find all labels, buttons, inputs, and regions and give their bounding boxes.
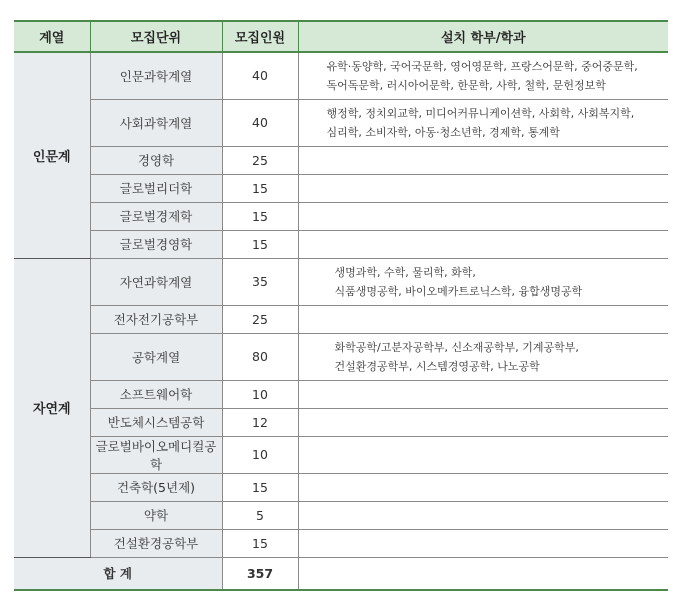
- count-cell: 15: [222, 529, 298, 557]
- table-row: [14, 258, 668, 305]
- dept-line: 식품생명공학, 바이오메카트로닉스학, 융합생명공학: [334, 284, 583, 298]
- table-row: [14, 305, 668, 333]
- dept-cell: [298, 230, 668, 258]
- count-cell: 12: [222, 408, 298, 436]
- count-cell: 40: [222, 99, 298, 146]
- table-row: [14, 333, 668, 380]
- count-cell: 40: [222, 52, 298, 99]
- dept-line: 독어독문학, 러시아어문학, 한문학, 사학, 철학, 문헌정보학: [326, 78, 606, 92]
- dept-line: 화학공학/고분자공학부, 신소재공학부, 기계공학부,: [334, 340, 579, 354]
- count-cell: 5: [222, 501, 298, 529]
- count-cell: 25: [222, 305, 298, 333]
- unit-cell: 전자전기공학부: [90, 305, 222, 333]
- total-dept-cell: [298, 557, 668, 590]
- table-row: [14, 202, 668, 230]
- dept-line: 심리학, 소비자학, 아동·청소년학, 경제학, 통계학: [326, 125, 560, 139]
- dept-cell: [298, 305, 668, 333]
- dept-cell: [298, 174, 668, 202]
- dept-cell: [298, 529, 668, 557]
- table-row: [14, 473, 668, 501]
- count-cell: 15: [222, 174, 298, 202]
- dept-cell: [298, 258, 668, 305]
- unit-cell: 약학: [90, 501, 222, 529]
- unit-cell: 경영학: [90, 146, 222, 174]
- unit-cell: 글로벌경영학: [90, 230, 222, 258]
- dept-cell: [298, 408, 668, 436]
- count-cell: 15: [222, 230, 298, 258]
- count-cell: 80: [222, 333, 298, 380]
- group-label-natural: 자연계: [14, 258, 90, 557]
- header-unit: 모집단위: [90, 21, 222, 52]
- table-row: [14, 52, 668, 99]
- count-cell: 10: [222, 436, 298, 473]
- dept-cell: [298, 52, 668, 99]
- unit-cell: 공학계열: [90, 333, 222, 380]
- count-cell: 10: [222, 380, 298, 408]
- total-label: 합 계: [14, 557, 222, 590]
- table-row: [14, 501, 668, 529]
- table-row: [14, 230, 668, 258]
- dept-cell: [298, 473, 668, 501]
- unit-cell: 글로벌경제학: [90, 202, 222, 230]
- count-cell: 25: [222, 146, 298, 174]
- unit-cell: 건설환경공학부: [90, 529, 222, 557]
- dept-line: 행정학, 정치외교학, 미디어커뮤니케이션학, 사회학, 사회복지학,: [326, 106, 635, 120]
- header-count: 모집인원: [222, 21, 298, 52]
- total-row: [14, 557, 668, 590]
- dept-cell: [298, 202, 668, 230]
- dept-cell: [298, 333, 668, 380]
- unit-cell: 인문과학계열: [90, 52, 222, 99]
- table-row: [14, 529, 668, 557]
- header-departments: 설치 학부/학과: [298, 21, 668, 52]
- unit-cell: 글로벌리더학: [90, 174, 222, 202]
- count-cell: 35: [222, 258, 298, 305]
- dept-line: 건설환경공학부, 시스템경영공학, 나노공학: [334, 359, 540, 373]
- dept-cell: [298, 146, 668, 174]
- admissions-table: [14, 20, 668, 591]
- unit-cell: 글로벌바이오메디컬공학: [90, 436, 222, 473]
- total-count: 357: [222, 557, 298, 590]
- header-field: 계열: [14, 21, 90, 52]
- table-row: [14, 99, 668, 146]
- unit-cell: 소프트웨어학: [90, 380, 222, 408]
- dept-cell: [298, 501, 668, 529]
- dept-line: 생명과학, 수학, 물리학, 화학,: [334, 265, 476, 279]
- admissions-table-wrapper: [14, 20, 668, 591]
- dept-cell: [298, 99, 668, 146]
- table-row: [14, 380, 668, 408]
- unit-cell: 건축학(5년제): [90, 473, 222, 501]
- dept-cell: [298, 436, 668, 473]
- unit-cell: 자연과학계열: [90, 258, 222, 305]
- unit-cell: 사회과학계열: [90, 99, 222, 146]
- count-cell: 15: [222, 202, 298, 230]
- table-row: [14, 146, 668, 174]
- table-row: [14, 174, 668, 202]
- unit-cell: 반도체시스템공학: [90, 408, 222, 436]
- dept-cell: [298, 380, 668, 408]
- table-row: [14, 436, 668, 473]
- header-row: [14, 21, 668, 52]
- table-row: [14, 408, 668, 436]
- dept-line: 유학·동양학, 국어국문학, 영어영문학, 프랑스어문학, 중어중문학,: [326, 59, 638, 73]
- group-label-humanities: 인문계: [14, 52, 90, 258]
- count-cell: 15: [222, 473, 298, 501]
